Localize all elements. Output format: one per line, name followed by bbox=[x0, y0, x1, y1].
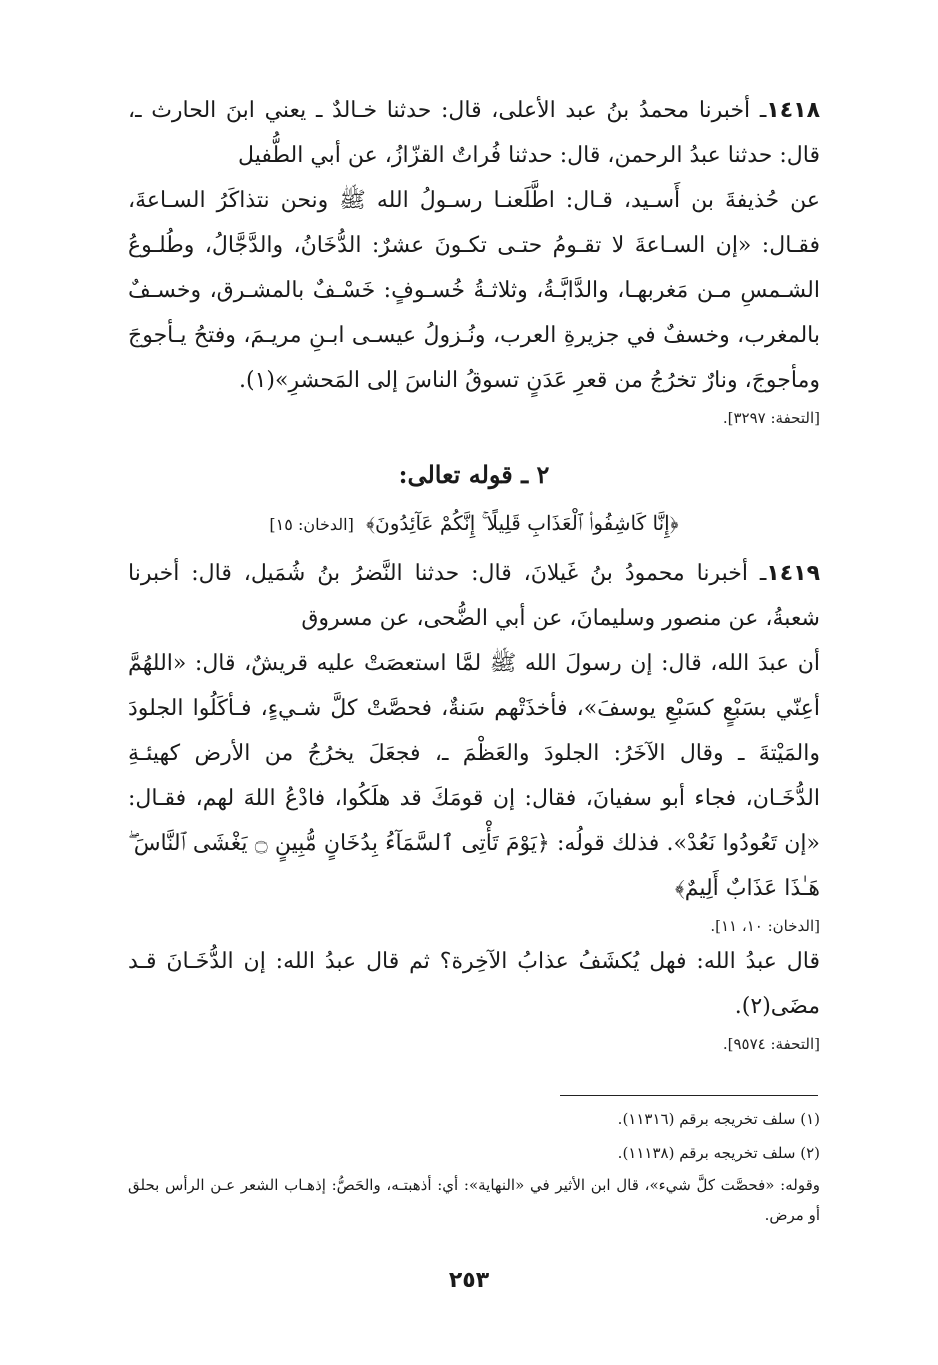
chapter-ayah bbox=[128, 503, 820, 545]
tuhfa-reference: [التحفة: ٩٥٧٤]. bbox=[722, 1035, 820, 1053]
chapter-heading: ٢ ـ قوله تعالى: bbox=[398, 460, 550, 489]
ayah-text: ﴿إِنَّا كَاشِفُوا۟ ٱلْعَذَابِ قَلِيلًا ۚ إِنَّكُمْ عَآئِدُونَ﴾ bbox=[366, 511, 679, 535]
hadith-intro: ـ أخبرنا محمدُ بنُ عبد الأعلى، قال: حدثنا خـالدٌ ـ يعني ابنَ الحارث ـ، قال: حدثنا عبدُ الرحمن، قال: حدثنا فُراتٌ القزّازُ، عن أبي الطُّفيل bbox=[128, 98, 820, 168]
page-body bbox=[128, 88, 820, 1075]
ayah-reference: [الدخان: ١٠، ١١]. bbox=[710, 917, 820, 935]
hadith-1419-matn: أن عبدَ الله، قال: إن رسولَ الله ﷺ لمَّا استعصَتْ عليه قريشٌ، قال: «اللهُمَّ أعِنّي بسَبْعٍ كسَبْعِ يوسفَ»، فأخذَتْهم سَنةٌ، فحصَّتْ كلَّ شـيءٍ، فـأكَلُوا الجلودَ والمَيْتةَ ـ وقال الآخَرُ: الجلودَ والعَظْمَ ـ، فجعَلَ يخرُجُ من الأرض كهيئـةِ الدُّخَـان، فجاء أبو سفيانَ، فقال: إن قومَكَ قد هلَكُوا، فادْعُ اللهَ لهم، فقـال: «إن تَعُودُوا نَعُدْ». فذلك قولُه: ﴿يَوْمَ تَأْتِى ٱلسَّمَآءُ بِدُخَانٍ مُّبِينٍ ۝ يَغْشَى ٱلنَّاسَ ۖ هَـٰذَا عَذَابٌ أَلِيمٌ﴾ bbox=[128, 651, 820, 901]
footnote-note: وقوله: «فحصَّت كلَّ شيء»، قال ابن الأثير في «النهاية»: أي: أذهبتـه، والحَصُّ: إذهـاب الشعر عـن الرأس بحلق أو مرض. bbox=[128, 1176, 820, 1224]
ayah-reference: [الدخان: ١٥] bbox=[269, 515, 354, 534]
footnote-2: (٢) سلف تخريجه برقم (١١١٣٨). bbox=[617, 1144, 820, 1162]
footnotes bbox=[128, 1102, 820, 1230]
hadith-number: ١٤١٩ bbox=[766, 561, 821, 586]
footnote-divider bbox=[560, 1095, 818, 1096]
hadith-1419-isnad bbox=[128, 551, 820, 641]
footnote-1: (١) سلف تخريجه برقم (١١٣١٦). bbox=[617, 1110, 820, 1128]
hadith-1418-isnad bbox=[128, 88, 820, 178]
tuhfa-reference: [التحفة: ٣٢٩٧]. bbox=[722, 409, 820, 427]
hadith-intro: ـ أخبرنا محمودُ بنُ غَيلانَ، قال: حدثنا النَّضرُ بنُ شُمَيل، قال: أخبرنا شعبةُ، عن منصور وسليمانَ، عن أبي الضُّحى، عن مسروق bbox=[128, 561, 820, 631]
hadith-number: ١٤١٨ bbox=[766, 98, 820, 123]
hadith-1418-matn: عن حُذيفةَ بن أَسـيد، قـال: اطَّلَعنـا رسـولُ الله ﷺ ونحن نتذاكَرُ السـاعةَ، فقـال: «إن السـاعةَ لا تقـومُ حتـى تكـونَ عشرٌ: الدُّخَانُ، والدَّجَّالُ، وطُلـوعُ الشـمسِ مـن مَغربهـا، والدَّابَّـةُ، وثلاثـةُ خُسـوفٍ: خَسْـفٌ بالمشـرق، وخسـفٌ بالمغرب، وخسفٌ في جزيرةِ العرب، ونُـزولُ عيسـى ابـنِ مريـمَ، وفتحُ يـأجوجَ ومأجوجَ، ونارٌ تخرُجُ من قعرِ عَدَنٍ تسوقُ الناسَ إلى المَحشرِ»(١). bbox=[128, 188, 820, 393]
page-number: ٢٥٣ bbox=[448, 1268, 490, 1293]
hadith-1419-conclusion: قال عبدُ الله: فهل يُكشَفُ عذابُ الآخِرة؟ ثم قال عبدُ الله: إن الدُّخَـانَ قـد مضَى(٢). bbox=[128, 949, 820, 1019]
